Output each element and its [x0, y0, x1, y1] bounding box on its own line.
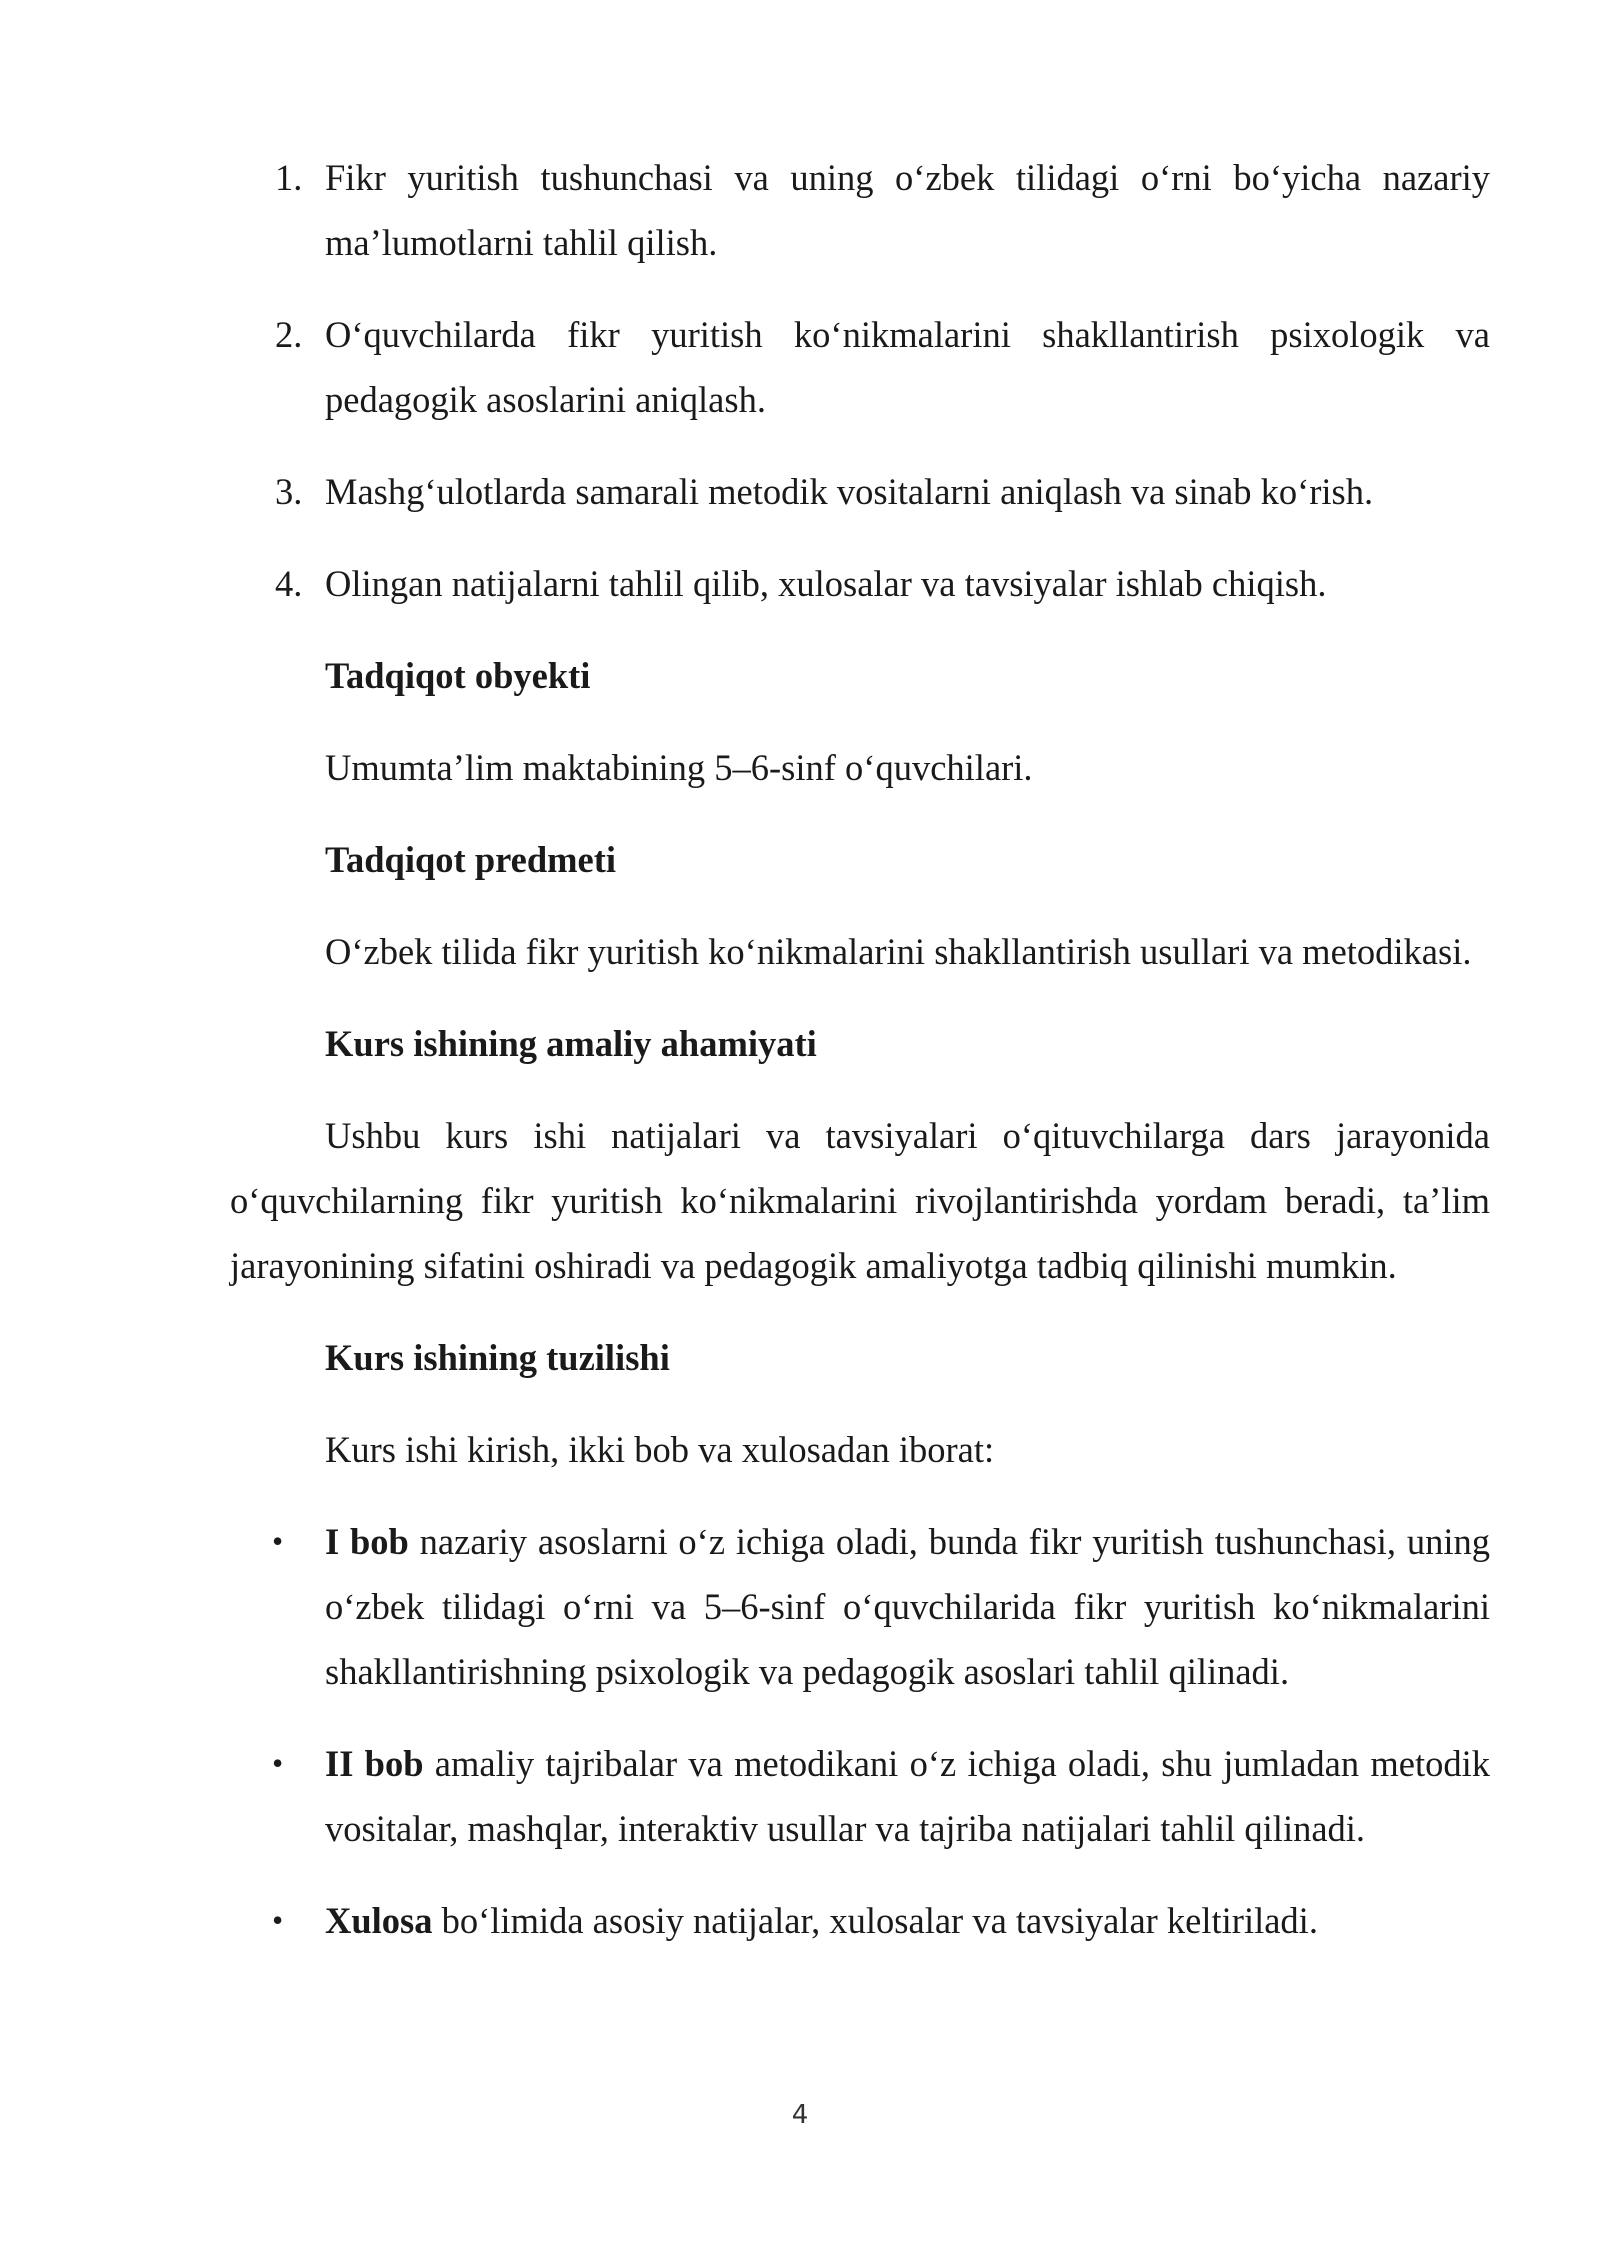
subject-heading: Tadqiqot predmeti	[325, 839, 617, 880]
bullet-icon: •	[272, 1902, 284, 1938]
structure-list	[230, 1509, 1490, 1953]
practical-heading: Kurs ishining amaliy ahamiyati	[325, 1023, 817, 1064]
list-item	[230, 1731, 1490, 1861]
list-item	[230, 145, 1490, 275]
tasks-list	[230, 145, 1490, 616]
list-item	[230, 1888, 1490, 1953]
list-item-text: O‘quvchilarda fikr yuritish ko‘nikmalarini shakllantirish psixologik va pedagogik asoslarini aniqlash.	[325, 314, 1490, 420]
bullet-text: nazariy asoslarni o‘z ichiga oladi, bunda fikr yuritish tushunchasi, uning o‘zbek tilidagi o‘rni va 5–6-sinf o‘quvchilarida fikr yuritish ko‘nikmalarini shakllantirishning psixologik va pedagogik asoslari tahlil qilinadi.	[325, 1521, 1490, 1692]
page-number: 4	[791, 2100, 809, 2130]
list-number: 1.	[275, 157, 303, 198]
subject-text: O‘zbek tilida fikr yuritish ko‘nikmalarini shakllantirish usullari va metodikasi.	[325, 931, 1472, 972]
list-number: 3.	[275, 471, 303, 512]
bullet-bold-term: Xulosa	[325, 1900, 433, 1941]
practical-text: Ushbu kurs ishi natijalari va tavsiyalari o‘qituvchilarga dars jarayonida o‘quvchilarning fikr yuritish ko‘nikmalarini rivojlantirishda yordam beradi, ta’lim jarayonining sifatini oshiradi va pedagogik amaliyotga tadbiq qilinishi mumkin.	[230, 1115, 1490, 1286]
bullet-bold-term: II bob	[325, 1743, 424, 1784]
bullet-text: amaliy tajribalar va metodikani o‘z ichiga oladi, shu jumladan metodik vositalar, mashqlar, interaktiv usullar va tajriba natijalari tahlil qilinadi.	[325, 1743, 1490, 1849]
bullet-text: bo‘limida asosiy natijalar, xulosalar va tavsiyalar keltiriladi.	[432, 1900, 1318, 1941]
list-item	[230, 302, 1490, 432]
object-text: Umumta’lim maktabining 5–6-sinf o‘quvchilari.	[325, 747, 1033, 788]
list-item-text: Fikr yuritish tushunchasi va uning o‘zbek tilidagi o‘rni bo‘yicha nazariy ma’lumotlarni tahlil qilish.	[325, 157, 1490, 263]
list-item	[230, 459, 1490, 524]
structure-intro: Kurs ishi kirish, ikki bob va xulosadan iborat:	[325, 1429, 995, 1470]
list-number: 2.	[275, 314, 303, 355]
list-item-text: Mashg‘ulotlarda samarali metodik vositalarni aniqlash va sinab ko‘rish.	[325, 471, 1374, 512]
bullet-bold-term: I bob	[325, 1521, 409, 1562]
document-page	[230, 145, 1490, 1980]
list-item-text: Olingan natijalarni tahlil qilib, xulosalar va tavsiyalar ishlab chiqish.	[325, 563, 1327, 604]
list-number: 4.	[275, 563, 303, 604]
structure-heading: Kurs ishining tuzilishi	[325, 1337, 670, 1378]
list-item	[230, 551, 1490, 616]
bullet-icon: •	[272, 1523, 284, 1559]
object-heading: Tadqiqot obyekti	[325, 655, 591, 696]
list-item	[230, 1509, 1490, 1704]
bullet-icon: •	[272, 1745, 284, 1781]
